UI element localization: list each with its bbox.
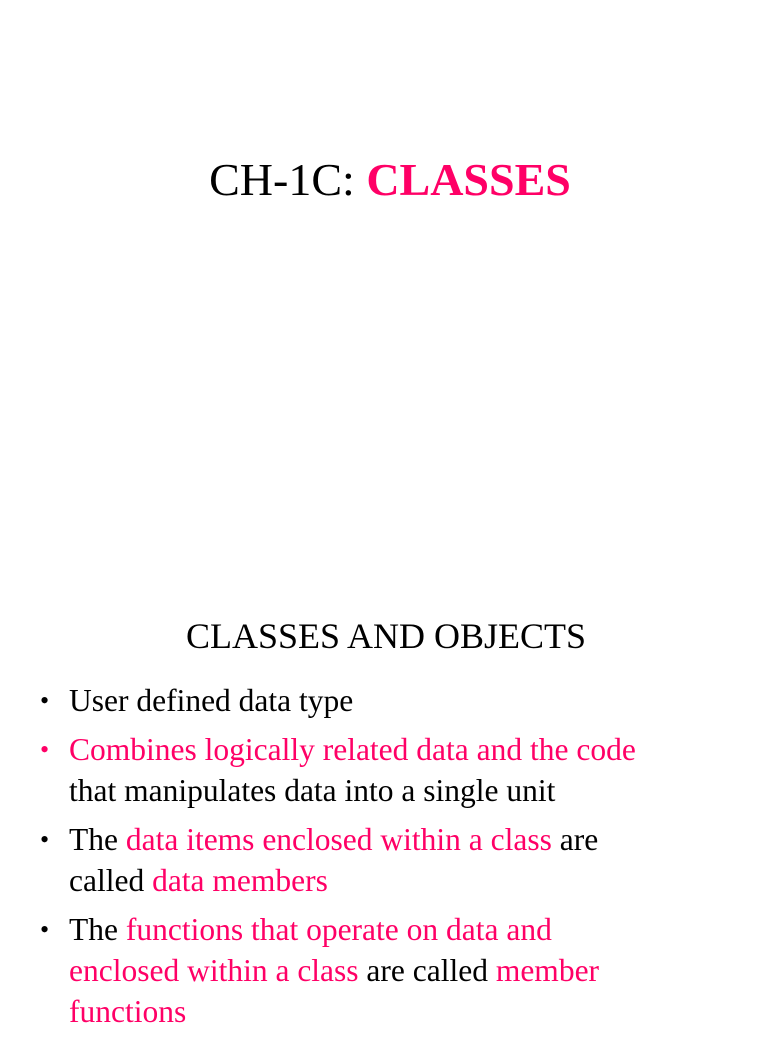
bullet-list	[0, 680, 768, 1040]
bullet-item	[0, 729, 768, 811]
bullet-line	[69, 729, 768, 770]
bullet-dot-icon: •	[40, 915, 50, 944]
bullet-text: called	[69, 863, 153, 898]
bullet-line	[69, 860, 768, 901]
bullet-line	[69, 819, 768, 860]
bullet-item	[0, 680, 768, 721]
bullet-text-accent: functions that operate on data and	[125, 912, 552, 947]
section-heading: CLASSES AND OBJECTS	[185, 616, 587, 656]
bullet-text-accent: enclosed within a class	[69, 953, 359, 988]
bullet-text: are called	[358, 953, 496, 988]
bullet-text: The	[69, 822, 126, 857]
bullet-text: that manipulates data into a single unit	[69, 773, 556, 808]
title-accent: CLASSES	[366, 154, 571, 205]
bullet-text-accent: member	[495, 953, 600, 988]
content-slide	[0, 600, 768, 1029]
bullet-dot-icon: •	[40, 735, 50, 764]
bullet-text: are	[551, 822, 599, 857]
bullet-line	[69, 991, 768, 1032]
title-prefix: CH-1C:	[209, 154, 367, 205]
bullet-text-accent: data items enclosed within a class	[125, 822, 552, 857]
bullet-item	[0, 909, 768, 1032]
slide-title	[0, 148, 768, 212]
bullet-text-accent: Combines logically related data and the code	[69, 732, 636, 767]
bullet-line	[69, 680, 768, 721]
bullet-line	[69, 909, 768, 950]
bullet-text-accent: functions	[69, 994, 187, 1029]
bullet-text-accent: data members	[152, 863, 328, 898]
bullet-item	[0, 819, 768, 901]
bullet-text: User defined data type	[69, 683, 354, 718]
bullet-line	[69, 950, 768, 991]
bullet-text: The	[69, 912, 126, 947]
bullet-dot-icon: •	[40, 686, 50, 715]
bullet-line	[69, 770, 768, 811]
bullet-dot-icon: •	[40, 825, 50, 854]
